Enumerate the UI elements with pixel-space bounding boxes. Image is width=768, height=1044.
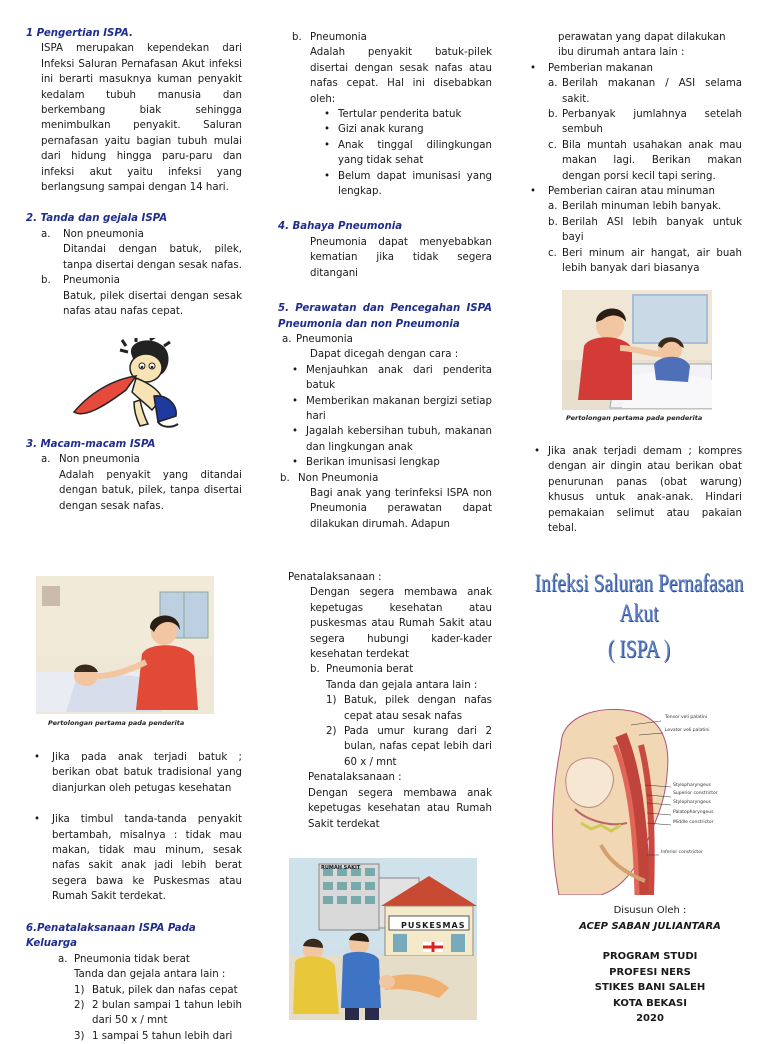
list-marker: b.: [310, 664, 320, 676]
fever-note: [534, 444, 742, 536]
bullet-dot: •: [324, 170, 331, 182]
list-item: [34, 812, 242, 904]
list-marker: 3): [74, 1030, 85, 1042]
list-item-title: Pemberian makanan: [548, 62, 653, 74]
bullet-dot: •: [292, 395, 299, 407]
cause-item: [324, 138, 492, 169]
cause-item: [324, 122, 492, 137]
paragraph-pneumonia-sign: Batuk, pilek disertai dengan sesak nafas atau nafas cepat.: [63, 290, 242, 317]
list-item: [278, 471, 492, 486]
drink-item: [548, 246, 742, 277]
section-heading-perawatan: 5. Perawatan dan Pencegahan ISPA Pneumonia dan non Pneumonia: [278, 303, 492, 330]
list-marker: a.: [548, 201, 558, 213]
bullet-dot: •: [324, 139, 331, 151]
list-item-text: Berilah ASI lebih banyak untuk bayi: [562, 216, 742, 244]
section-heading-bahaya: 4. Bahaya Pneumonia: [278, 221, 403, 233]
list-marker: b.: [548, 216, 558, 228]
title-line-1: Infeksi Saluran Pernafasan Akut: [534, 570, 744, 627]
cause-item: [324, 169, 492, 200]
list-marker: c.: [548, 247, 557, 259]
paragraph-intro-care: perawatan yang dapat dilakukan ibu dirumah antara lain :: [558, 32, 726, 59]
list-item-title: Pneumonia: [310, 32, 367, 43]
section-heading-macam: 3. Macam-macam ISPA: [26, 439, 156, 450]
paragraph-non-pneumonia-type: Adalah penyakit yang ditandai dengan batuk, pilek, tanpa disertai dengan sesak nafas.: [59, 469, 242, 512]
causes-list: [278, 107, 492, 199]
anatomy-label: Stylopharyngeus: [673, 800, 711, 805]
list-item-text: 2 bulan sampai 1 tahun lebih dari 50 x / mnt: [92, 1000, 242, 1027]
list-marker: 2): [74, 1000, 85, 1012]
list-item-text: Pada umur kurang dari 2 bulan, nafas cepat lebih dari 60 x / mnt: [344, 726, 492, 768]
prevention-item: [292, 363, 492, 394]
list-item: [530, 184, 742, 199]
label-penatalaksanaan: Penatalaksanaan :: [288, 572, 382, 583]
column-1: [26, 26, 242, 319]
paragraph-signs-intro: Tanda dan gejala antara lain :: [326, 679, 478, 691]
sign-item: [74, 998, 242, 1029]
anatomy-label: Levator veli palatini: [665, 728, 710, 733]
title-line-2: ( ISPA ): [607, 636, 671, 663]
severe-sign-item: [326, 693, 492, 724]
column-3: [530, 30, 742, 277]
paragraph-management-1: Dengan segera membawa anak kepetugas kesehatan atau puskesmas atau Rumah Sakit atau segera hubungi kader-kader kesehatan terdekat: [310, 587, 492, 661]
list-item-text: Perbanyak jumlahnya setelah sembuh: [562, 109, 742, 136]
column-2: [278, 30, 492, 532]
list-item: [26, 952, 242, 967]
prevention-item: [292, 455, 492, 470]
program-line-2: PROFESI NERS: [609, 966, 691, 978]
bullet-dot: •: [324, 109, 331, 121]
image-caption: Pertolongan pertama pada penderita: [566, 414, 703, 422]
food-list: [530, 76, 742, 184]
bullet-dot: •: [530, 62, 537, 74]
list-item-text: Jagalah kebersihan tubuh, makanan dan lingkungan anak: [306, 426, 492, 453]
prevention-item: [292, 424, 492, 455]
drink-item: [548, 215, 742, 246]
paragraph-pengertian: ISPA merupakan kependekan dari Infeksi Saluran Pernafasan Akut infeksi ini berarti masuknya kuman penyakit kedalam tubuh manusia dan berkembang biak sehingga menimbulkan penyakit. Saluran pernafasan yaitu bagian tubuh mulai dari hidung hingga paru-paru dan infeksi akut yaitu infeksi yang berlangsung sampai dengan 14 hari.: [41, 43, 242, 194]
credits: [560, 903, 740, 1027]
list-marker: 1): [326, 695, 337, 707]
list-item-text: Anak tinggal dilingkungan yang tidak sehat: [338, 139, 492, 167]
anatomy-label: Inferior constrictor: [661, 850, 703, 855]
cause-item: [324, 107, 492, 122]
anatomy-label: Tensor veli palatini: [665, 715, 708, 720]
list-item: [288, 662, 492, 677]
severe-signs-list: [288, 693, 492, 770]
list-marker: a.: [41, 228, 51, 240]
list-item-text: Berilah makanan / ASI selama sakit.: [562, 78, 742, 105]
program-line-1: PROGRAM STUDI: [602, 951, 698, 962]
program-line-5: 2020: [636, 1013, 664, 1024]
anatomy-label: Palatopharyngeus: [673, 810, 714, 815]
paragraph-cough-advice: Jika pada anak terjadi batuk ; berikan obat batuk tradisional yang dianjurkan oleh petugas kesehatan: [52, 752, 242, 794]
list-marker: b.: [41, 275, 51, 287]
bullet-dot: •: [292, 457, 299, 469]
puskesmas-illustration: [289, 858, 477, 1020]
list-item: [26, 227, 242, 242]
section-heading-pengertian: 1 Pengertian ISPA.: [26, 28, 133, 39]
bullet-dot: •: [324, 124, 331, 136]
food-item: [548, 107, 742, 138]
anatomy-label: Superior constrictor: [673, 791, 718, 796]
list-item-title: Non pneumonia: [63, 228, 144, 240]
food-item: [548, 138, 742, 184]
bullet-dot: •: [530, 186, 537, 198]
column-1-lower: [26, 437, 242, 514]
paragraph-cegah: Dapat dicegah dengan cara :: [310, 349, 459, 361]
list-item-title: Non Pneumonia: [298, 472, 379, 484]
paragraph-pneumonia-def: Adalah penyakit batuk-pilek disertai dengan sesak nafas atau nafas cepat. Hal ini disebabkan oleh:: [310, 47, 492, 105]
list-item-title: Pneumonia: [63, 275, 120, 287]
list-item: [278, 332, 492, 347]
list-item-text: Batuk, pilek dan nafas cepat: [92, 984, 238, 996]
list-item: [26, 452, 242, 467]
list-marker: b.: [548, 109, 558, 121]
bullet-dot: •: [34, 814, 41, 826]
bullet-dot: •: [534, 446, 541, 457]
column-5: [288, 570, 492, 832]
label-penatalaksanaan: Penatalaksanaan :: [308, 772, 402, 784]
prevention-list: [278, 363, 492, 471]
list-marker: a.: [282, 333, 292, 345]
paragraph-management-2: Dengan segera membawa anak kepetugas kesehatan atau Rumah Sakit terdekat: [308, 787, 492, 830]
anatomy-label: Middle constrictor: [673, 820, 714, 825]
coughing-child-illustration: [66, 338, 188, 430]
list-item-text: 1 sampai 5 tahun lebih dari: [92, 1030, 233, 1042]
list-item-text: Bila muntah usahakan anak mau makan lagi. Berikan makan dengan porsi kecil tapi sering.: [562, 139, 742, 182]
author-name: ACEP SABAN JULIANTARA: [579, 920, 721, 932]
list-marker: c.: [548, 139, 557, 151]
list-item: [26, 273, 242, 288]
list-item-text: Gizi anak kurang: [338, 124, 424, 136]
paragraph-signs-intro: Tanda dan gejala antara lain :: [74, 969, 226, 981]
list-item-title: Pneumonia: [296, 333, 353, 345]
program-line-3: STIKES BANI SALEH: [594, 982, 706, 993]
signs-list: [26, 983, 242, 1044]
section-heading-tanda-gejala: 2. Tanda dan gejala ISPA: [26, 213, 168, 225]
list-item-title: Pemberian cairan atau minuman: [548, 186, 715, 198]
first-aid-illustration: [562, 290, 712, 422]
list-item: [34, 750, 242, 796]
anatomy-illustration: [541, 705, 735, 895]
list-item-title: Non pneumonia: [59, 454, 140, 466]
list-item: [530, 61, 742, 76]
hospital-sign: RUMAH SAKIT: [321, 865, 361, 871]
severe-sign-item: [326, 724, 492, 770]
paragraph-non-pneumonia-care: Bagi anak yang terinfeksi ISPA non Pneumonia perawatan dapat dilakukan dirumah. Adapun: [310, 487, 492, 530]
prevention-item: [292, 394, 492, 425]
drink-list: [530, 199, 742, 276]
sign-item: [74, 983, 242, 998]
program-line-4: KOTA BEKASI: [613, 997, 687, 1009]
list-item-text: Belum dapat imunisasi yang lengkap.: [338, 170, 492, 198]
list-item-title: Pneumonia berat: [326, 664, 414, 676]
column-4-lower: [26, 921, 242, 1044]
paragraph-non-pneumonia-sign: Ditandai dengan batuk, pilek, tanpa disertai dengan sesak nafas.: [63, 244, 242, 271]
list-marker: b.: [280, 472, 290, 484]
list-marker: a.: [548, 78, 558, 90]
list-marker: 2): [326, 726, 337, 738]
list-item: [278, 30, 492, 45]
bullet-dot: •: [292, 364, 299, 376]
puskesmas-sign: PUSKESMAS: [401, 921, 466, 930]
image-caption: Pertolongan pertama pada penderita: [48, 719, 185, 727]
paragraph-fever: Jika anak terjadi demam ; kompres dengan air dingin atau berikan obat penurunan panas (obat warung) khusus untuk anak-anak. Hindari pemakaian selimut atau pakaian tebal.: [548, 446, 742, 535]
list-item-text: Batuk, pilek dengan nafas cepat atau sesak nafas: [344, 695, 492, 722]
author-label: Disusun Oleh :: [613, 905, 687, 916]
paragraph-bahaya: Pneumonia dapat menyebabkan kematian jika tidak segera ditangani: [310, 236, 492, 279]
list-item-text: Memberikan makanan bergizi setiap hari: [306, 395, 492, 422]
list-marker: b.: [292, 32, 302, 43]
list-marker: a.: [58, 953, 68, 965]
anatomy-label: Stylopharyngeus: [673, 783, 711, 788]
food-item: [548, 76, 742, 107]
list-marker: a.: [41, 454, 51, 466]
list-item-text: Menjauhkan anak dari penderita batuk: [306, 364, 492, 392]
bullet-dot: •: [34, 752, 41, 763]
list-marker: 1): [74, 984, 85, 996]
first-aid-bed-illustration: [36, 576, 214, 728]
bullet-dot: •: [292, 426, 299, 438]
column-4: [34, 750, 242, 905]
list-item-text: Tertular penderita batuk: [338, 109, 462, 121]
list-item-text: Berilah minuman lebih banyak.: [562, 201, 722, 213]
drink-item: [548, 199, 742, 214]
brochure-title: [527, 569, 750, 665]
sign-item: [74, 1029, 242, 1044]
list-item-text: Berikan imunisasi lengkap: [306, 457, 440, 469]
list-item-title: Pneumonia tidak berat: [74, 953, 190, 965]
paragraph-warning-signs: Jika timbul tanda-tanda penyakit bertambah, misalnya : tidak mau makan, tidak mau minum, sesak nafas sakit anak jadi lebih berat segera bawa ke Puskesmas atau Rumah Sakit terdekat.: [52, 814, 242, 903]
list-item-text: Beri minum air hangat, air buah lebih banyak dari biasanya: [562, 247, 742, 275]
section-heading-penatalaksanaan: 6.Penatalaksanaan ISPA Pada Keluarga: [26, 923, 196, 950]
